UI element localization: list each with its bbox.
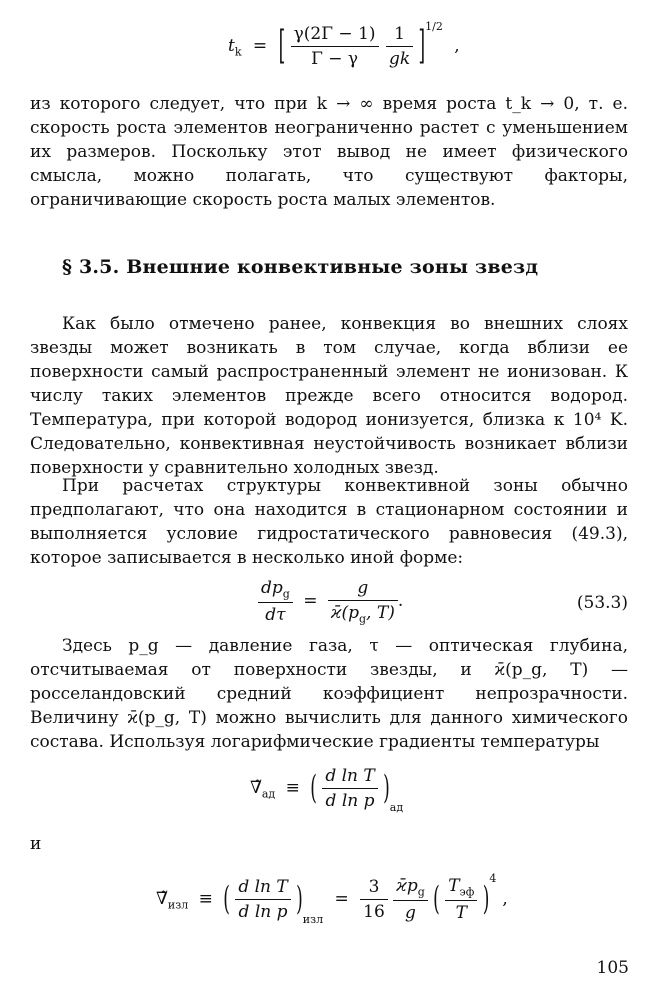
paragraph-1: из которого следует, что при k → ∞ время роста t_k → 0, т. е. скорость роста элементов неограниченно растет с уменьшением их размеров. Поскольку этот вывод не имеет физического смысла, можно полагать, что существуют факторы, ограничивающие скорость роста малых элементов. <box>30 94 628 210</box>
kappa-num: ϰ̄p <box>396 876 418 896</box>
f533-trail: . <box>397 591 404 612</box>
f533-rhs-den-tail: , T) <box>366 603 395 623</box>
kappa-num-sub: g <box>417 885 425 899</box>
tk-numerator-2: 1 <box>386 24 413 47</box>
kappa-den: g <box>405 903 416 924</box>
equation-number: (53.3) <box>576 593 628 613</box>
nabla-ad-fraction <box>322 766 377 811</box>
nabla-ad-lhs-sub: ад <box>261 787 276 801</box>
teff-num-sub: эф <box>459 885 475 899</box>
nabla-ad-num: d ln T <box>322 766 377 789</box>
teff-exp: 4 <box>489 871 497 885</box>
tk-lhs-sub: k <box>234 45 242 59</box>
nabla-ad-equiv: ≡ <box>285 778 300 798</box>
f533-rhs-num: g <box>328 578 398 601</box>
nabla-ad-den: d ln p <box>325 791 375 811</box>
coef-num: 3 <box>360 877 388 900</box>
formula-nabla-ad: $\nablã_{ад}$ ≡ ( $\frac{\text{d ln T}}{\text{d ln p}}$ )$_{ад}$ <box>250 766 404 815</box>
tk-denominator-2: gk <box>388 49 411 69</box>
formula-tk: $t_k$ = [ $\frac{\gamma(2\Gamma - 1)}{\Gamma - \gamma}$ $\frac{1}{gk}$ ]$^{1/2}$ , <box>228 20 460 70</box>
nabla-ad-sub: ад <box>389 801 404 815</box>
tk-trail: , <box>454 36 460 56</box>
tk-fraction <box>291 24 379 69</box>
f533-den: dτ <box>265 605 286 626</box>
left-bracket: [ <box>278 23 286 70</box>
teff-num: T <box>448 876 460 896</box>
paragraph-3: При расчетах структуры конвективной зоны обычно предполагают, что она находится в стационарном состоянии и выполняется условие гидростатического равновесия (49.3), которое записывается в несколько иной форме: <box>30 476 628 568</box>
paragraph-4: Здесь p_g — давление газа, τ — оптическая глубина, отсчитываемая от поверхности звезды, и ϰ̄(p_g, T) — росселандовский средний коэффициент непрозрачности. Величину ϰ̄(p_g, T) можно вычислить для данного химического состава. Используя логарифмические градиенты температуры <box>30 636 628 752</box>
tk-denominator: Γ − γ <box>311 49 359 69</box>
nabla-ad-lhs: ∇̃ <box>250 778 262 798</box>
tk-exponent: 1/2 <box>425 20 443 34</box>
tk-lhs: t <box>228 36 235 56</box>
tk-fraction-2 <box>386 24 413 69</box>
teff-fraction <box>445 876 477 923</box>
coef-den: 16 <box>363 902 385 923</box>
f533-num-sub: g <box>282 587 290 601</box>
formula-53-3: $\frac{dp_g}{d\tau}$ = $\frac{g}{ϰ̄(p_g, T)}$ . <box>258 578 403 625</box>
kappa-fraction <box>393 876 428 923</box>
nabla-izl-lhs-sub: изл <box>167 898 189 912</box>
section-title: § 3.5. Внешние конвективные зоны звезд <box>62 256 539 278</box>
nabla-izl-fraction <box>235 877 290 922</box>
nabla-izl-den: d ln p <box>238 902 288 923</box>
tk-numerator: γ(2Γ − 1) <box>291 24 379 47</box>
right-bracket: ] <box>418 23 426 70</box>
nabla-izl-trail: , <box>502 889 508 910</box>
f533-rhs-fraction <box>328 578 398 625</box>
formula-nabla-izl: $\nablã_{изл}$ ≡ ( $\frac{\text{d ln T}}{\text{d ln p}}$ )$_{изл}$ = $\frac{3}{16}$ $\frac{ϰ̄p_g}{g}$ ( $\frac{T_{эф}}{T}$ )$^4$, <box>156 871 508 926</box>
nabla-izl-equiv: ≡ <box>198 889 213 910</box>
coef-fraction <box>360 877 388 922</box>
nabla-izl-eq: = <box>334 889 349 910</box>
f533-rhs-den-sub: g <box>359 612 367 626</box>
page-number: 105 <box>596 958 629 978</box>
teff-den: T <box>455 903 467 924</box>
nabla-izl-sub: изл <box>302 912 324 926</box>
conjunction: и <box>30 834 42 854</box>
f533-rhs-den: ϰ̄(p <box>330 603 359 623</box>
paragraph-2: Как было отмечено ранее, конвекция во внешних слоях звезды может возникать в том случае, когда вблизи ее поверхности самый распространенный элемент не ионизован. К числу таких элементов прежде всего относится водород. Температура, при которой водород ионизуется, близка к 10⁴ K. Следовательно, конвективная неустойчивость возникает вблизи поверхности у сравнительно холодных звезд. <box>30 314 628 478</box>
nabla-izl-lhs: ∇̃ <box>156 889 168 910</box>
f533-lhs-fraction <box>258 578 293 625</box>
nabla-izl-num: d ln T <box>235 877 290 900</box>
f533-num: dp <box>261 578 283 598</box>
